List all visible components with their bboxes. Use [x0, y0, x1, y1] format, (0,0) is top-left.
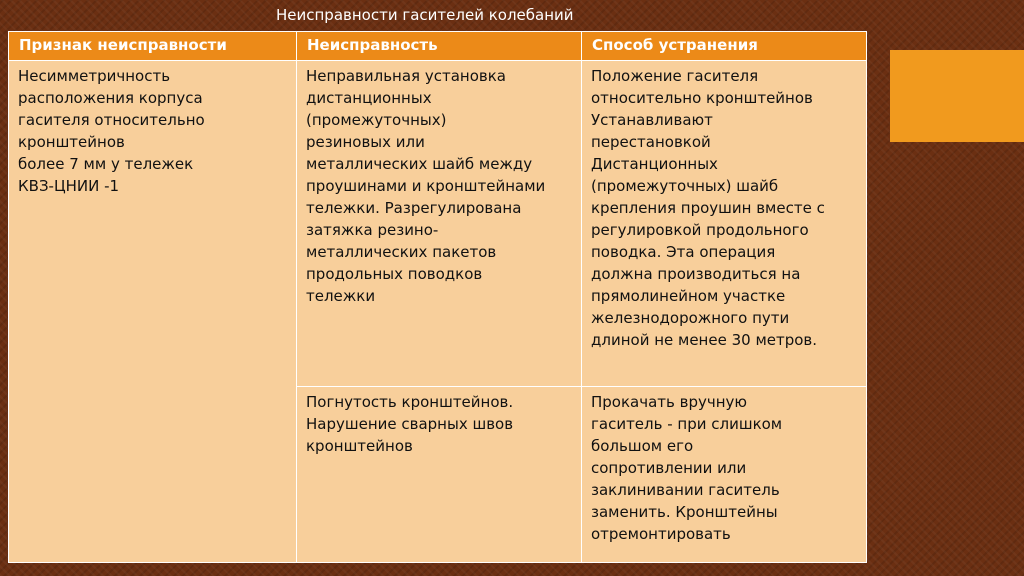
header-symptom: Признак неисправности: [9, 32, 297, 61]
symptom-cell: Несимметричность расположения корпуса гасителя относительно кронштейнов более 7 мм у тележек КВЗ-ЦНИИ -1: [9, 61, 297, 563]
table-header-row: [9, 32, 867, 61]
accent-box: [890, 50, 1024, 142]
faults-table: [8, 31, 867, 563]
fault-cell: Погнутость кронштейнов. Нарушение сварных швов кронштейнов: [297, 387, 582, 563]
slide-title: Неисправности гасителей колебаний: [276, 6, 574, 24]
remedy-cell: Прокачать вручную гаситель - при слишком большом его сопротивлении или заклинивании гаситель заменить. Кронштейны отремонтировать: [582, 387, 867, 563]
fault-cell: Неправильная установка дистанционных (промежуточных) резиновых или металлических шайб между проушинами и кронштейнами тележки. Разрегулирована затяжка резино- металлических пакетов продольных поводков тележки: [297, 61, 582, 387]
header-remedy: Способ устранения: [582, 32, 867, 61]
table-row: [9, 61, 867, 387]
header-fault: Неисправность: [297, 32, 582, 61]
remedy-cell: Положение гасителя относительно кронштейнов Устанавливают перестановкой Дистанционных (промежуточных) шайб крепления проушин вместе с регулировкой продольного поводка. Эта операция должна производиться на прямолинейном участке железнодорожного пути длиной не менее 30 метров.: [582, 61, 867, 387]
